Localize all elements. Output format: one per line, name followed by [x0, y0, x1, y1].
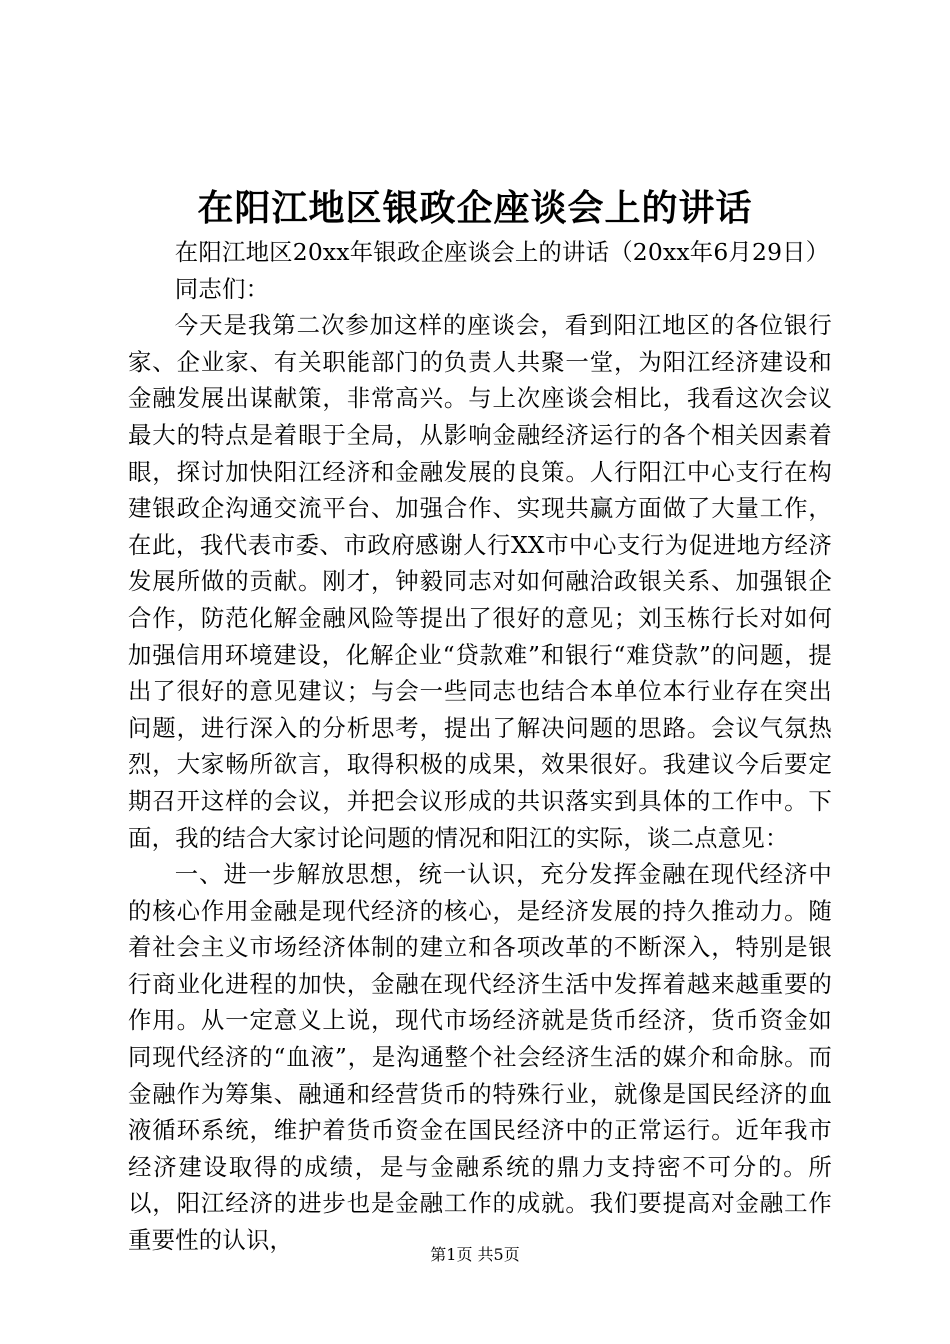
paragraph-heading-line: 在阳江地区20xx年银政企座谈会上的讲话（20xx年6月29日）	[174, 238, 830, 266]
document-title: 在阳江地区银政企座谈会上的讲话	[197, 187, 753, 229]
paragraph-salutation: 同志们：	[174, 274, 270, 303]
document-body	[128, 234, 832, 1259]
page-footer: 第1页 共5页	[430, 1245, 520, 1264]
paragraph-section-one: 一、进一步解放思想，统一认识，充分发挥金融在现代经济中的核心作用金融是现代经济的核心，是经济发展的持久推动力。随着社会主义市场经济体制的建立和各项改革的不断深入，特别是银行商业化进程的加快，金融在现代经济生活中发挥着越来越重要的作用。从一定意义上说，现代市场经济就是货币经济，货币资金如同现代经济的“血液”，是沟通整个社会经济生活的媒介和命脉。而金融作为筹集、融通和经营货币的特殊行业，就像是国民经济的血液循环系统，维护着货币资金在国民经济中的正常运行。近年我市经济建设取得的成绩，是与金融系统的鼎力支持密不可分的。所以，阳江经济的进步也是金融工作的成就。我们要提高对金融工作重要性的认识，	[128, 860, 832, 1255]
paragraph-opening: 今天是我第二次参加这样的座谈会，看到阳江地区的各位银行家、企业家、有关职能部门的负责人共聚一堂，为阳江经济建设和金融发展出谋献策，非常高兴。与上次座谈会相比，我看这次会议最大的特点是着眼于全局，从影响金融经济运行的各个相关因素着眼，探讨加快阳江经济和金融发展的良策。人行阳江中心支行在构建银政企沟通交流平台、加强合作、实现共赢方面做了大量工作，在此，我代表市委、市政府感谢人行XX市中心支行为促进地方经济发展所做的贡献。刚才，钟毅同志对如何融洽政银关系、加强银企合作，防范化解金融风险等提出了很好的意见；刘玉栋行长对如何加强信用环境建设，化解企业“贷款难”和银行“难贷款”的问题，提出了很好的意见建议；与会一些同志也结合本单位本行业存在突出问题，进行深入的分析思考，提出了解决问题的思路。会议气氛热烈，大家畅所欲言，取得积极的成果，效果很好。我建议今后要定期召开这样的会议，并把会议形成的共识落实到具体的工作中。下面，我的结合大家讨论问题的情况和阳江的实际，谈二点意见：	[128, 311, 832, 852]
